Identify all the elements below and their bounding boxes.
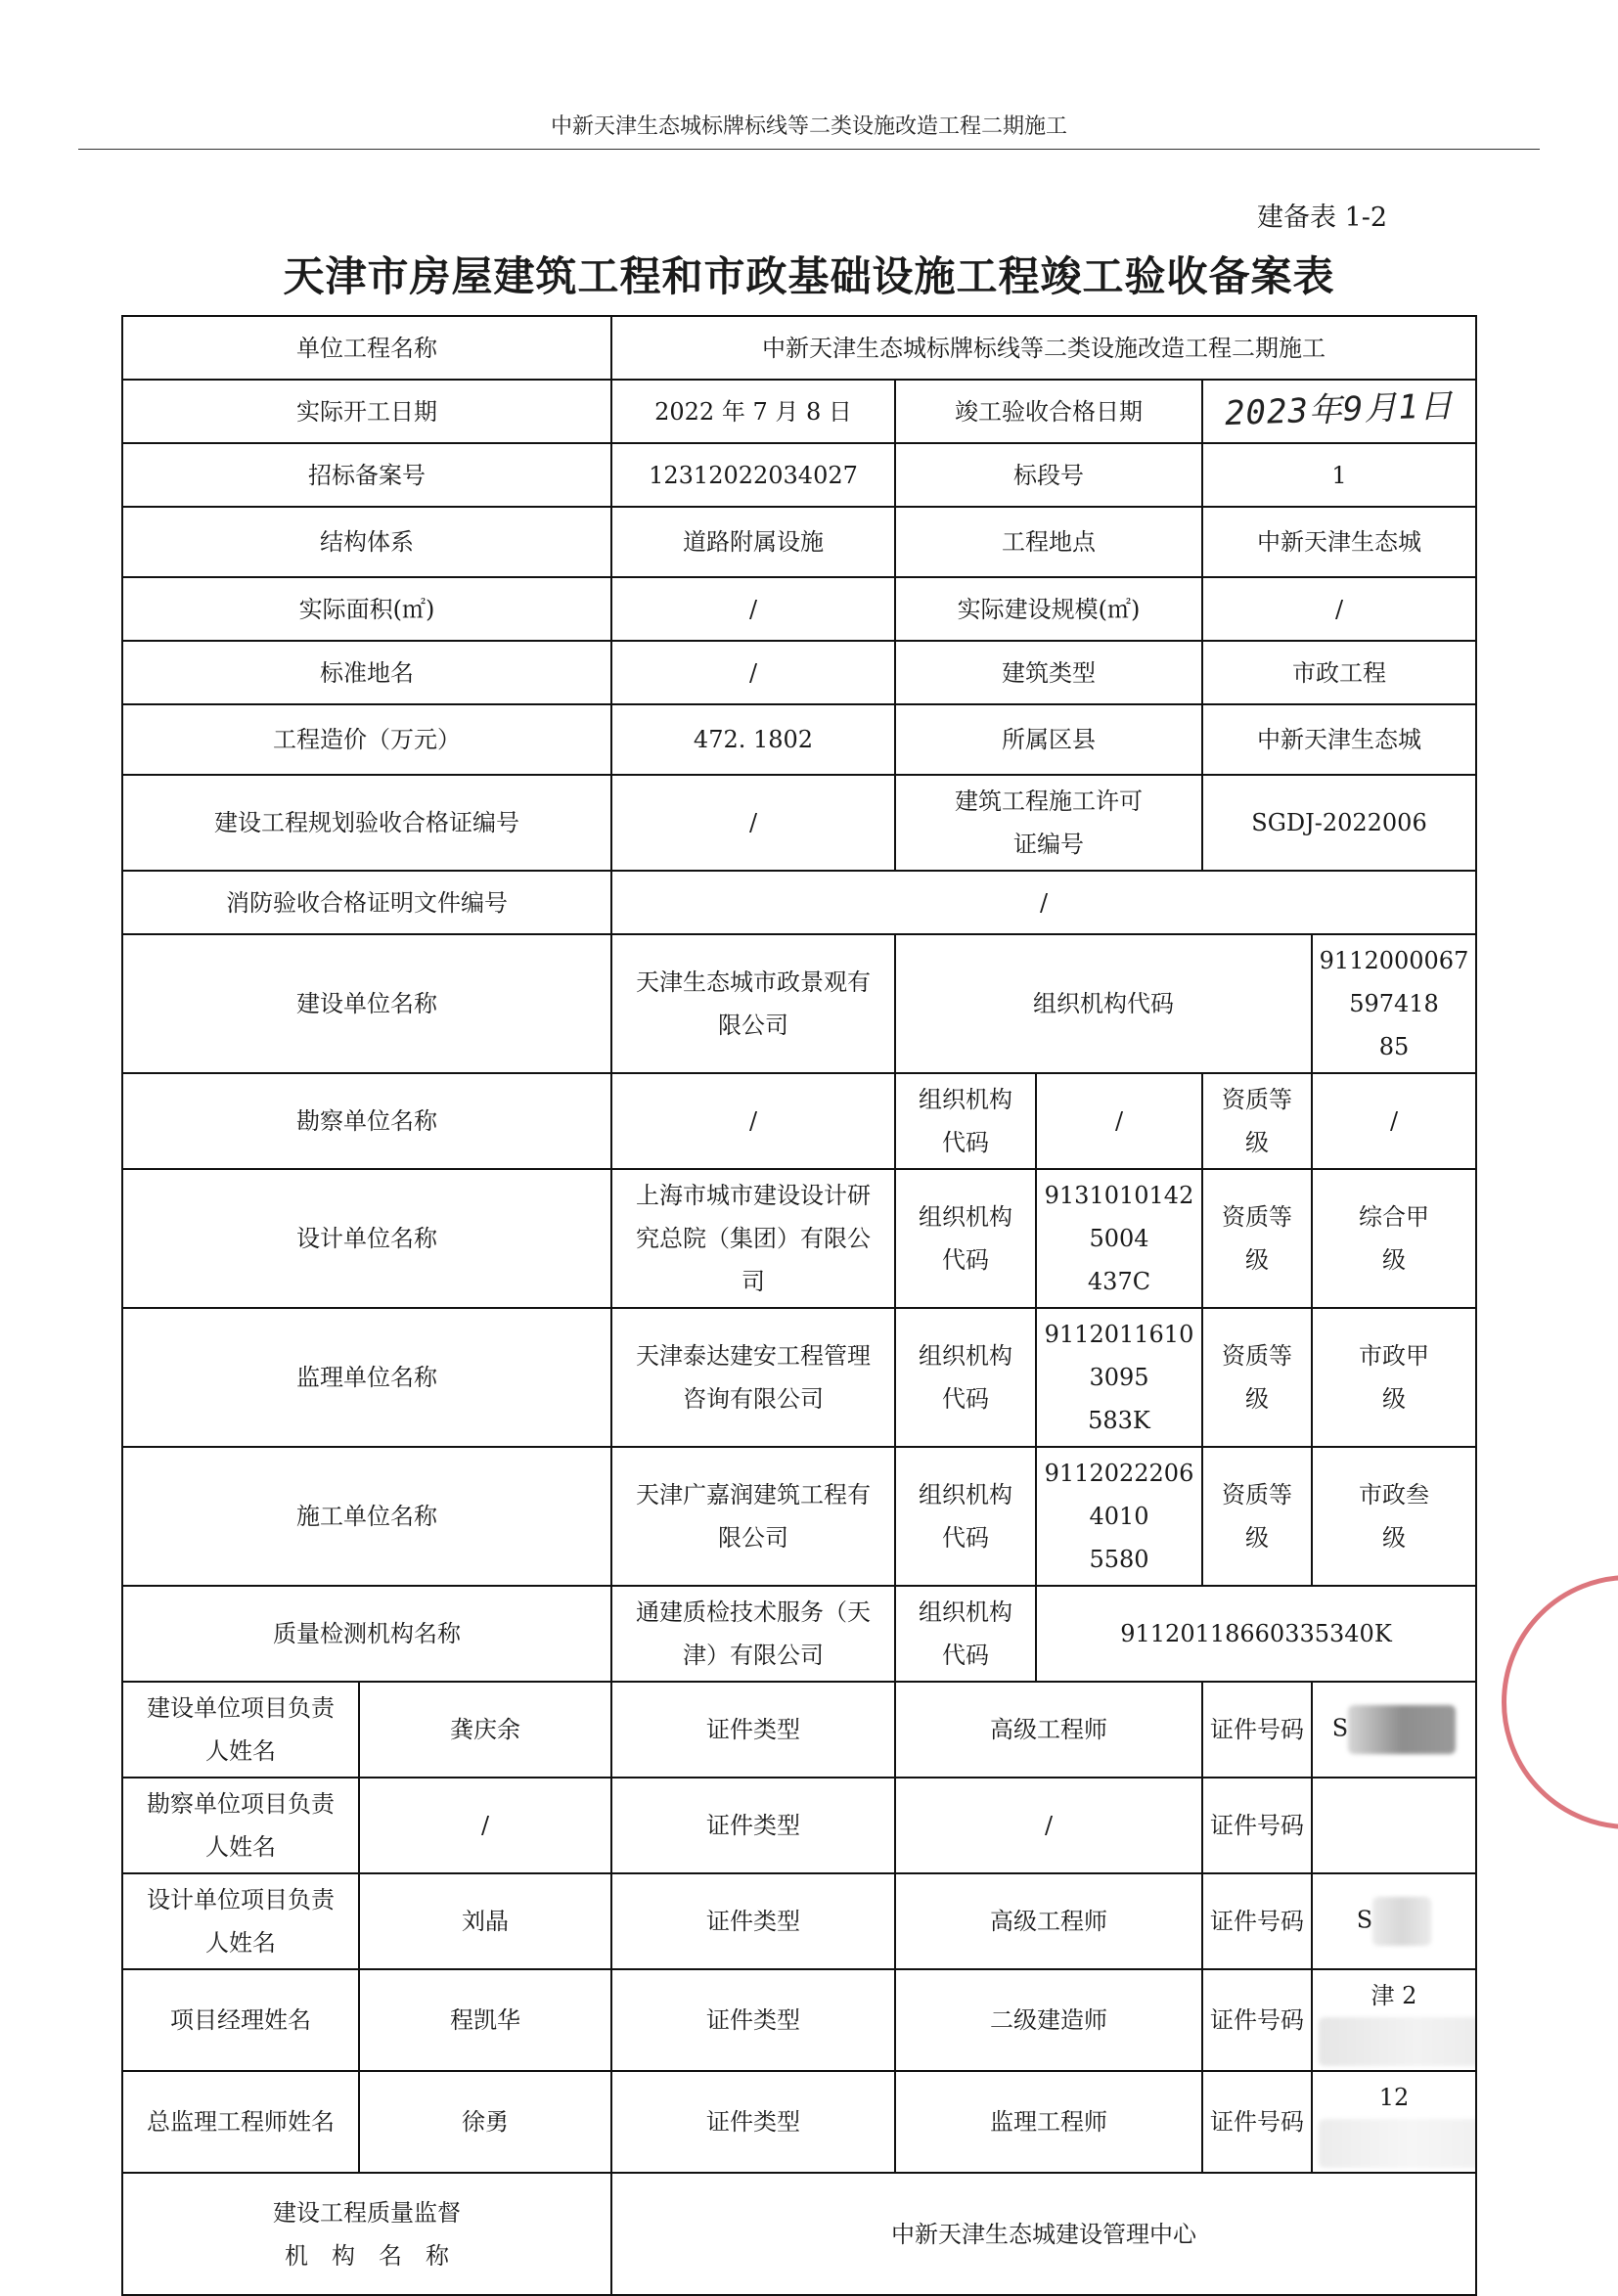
value-acceptance-date (1202, 380, 1476, 443)
label-cert-no: 证件号码 (1202, 2071, 1312, 2173)
row-chief-supervisor (122, 2071, 1476, 2173)
contractor-name-line2: 限公司 (718, 1524, 788, 1552)
value-project-manager-cert-no (1312, 1969, 1476, 2071)
filing-form-table (121, 315, 1477, 2296)
design-code-label-line2: 代码 (942, 1246, 989, 1274)
label-permit-line1: 建筑工程施工许可 (955, 788, 1143, 815)
testing-name-line1: 通建质检技术服务（天 (636, 1598, 871, 1626)
label-location: 工程地点 (895, 507, 1202, 577)
label-tender-no: 招标备案号 (122, 443, 611, 507)
label-scale: 实际建设规模(㎡) (895, 577, 1202, 641)
value-contractor-code (1036, 1447, 1202, 1586)
label-project-manager: 项目经理姓名 (122, 1969, 359, 2071)
person-builder-label-line1: 建设单位项目负责 (147, 1694, 335, 1722)
value-survey-name: / (611, 1073, 895, 1169)
builder-name-line1: 天津生态城市政景观有 (636, 968, 871, 996)
design-name-line2: 究总院（集团）有限公 (636, 1225, 871, 1252)
row-testing (122, 1586, 1476, 1682)
design-qual-label-line1: 资质等 (1222, 1203, 1292, 1231)
value-survey-code: / (1036, 1073, 1202, 1169)
person-builder-label-line2: 人姓名 (205, 1737, 276, 1765)
label-cost: 工程造价（万元） (122, 704, 611, 775)
row-contractor (122, 1447, 1476, 1586)
person-survey-label-line2: 人姓名 (205, 1833, 276, 1861)
red-seal-stamp (1502, 1575, 1618, 1829)
value-planning-cert: / (611, 775, 895, 871)
value-scale: / (1202, 577, 1476, 641)
label-survey: 勘察单位名称 (122, 1073, 611, 1169)
contractor-code-label-line1: 组织机构 (919, 1481, 1012, 1508)
row-design (122, 1169, 1476, 1308)
value-person-builder-name: 龚庆余 (359, 1682, 611, 1778)
value-building-type: 市政工程 (1202, 641, 1476, 704)
contractor-qual-line1: 市政叁 (1359, 1481, 1429, 1508)
row-dates (122, 380, 1476, 443)
label-design: 设计单位名称 (122, 1169, 611, 1308)
value-chief-supervisor-cert-type: 监理工程师 (895, 2071, 1202, 2173)
contractor-qual-label-line1: 资质等 (1222, 1481, 1292, 1508)
label-person-builder (122, 1682, 359, 1778)
label-builder: 建设单位名称 (122, 934, 611, 1073)
value-testing-code: 91120118660335340K (1036, 1586, 1476, 1682)
value-quality-agency: 中新天津生态城建设管理中心 (611, 2173, 1476, 2295)
value-chief-supervisor-cert-no (1312, 2071, 1476, 2173)
survey-code-label-line1: 组织机构 (919, 1086, 1012, 1113)
label-quality-agency (122, 2173, 611, 2295)
contractor-name-line1: 天津广嘉润建筑工程有 (636, 1481, 871, 1508)
row-person-builder (122, 1682, 1476, 1778)
label-cert-no: 证件号码 (1202, 1778, 1312, 1873)
supervisor-qual-line2: 级 (1382, 1385, 1406, 1413)
value-permit: SGDJ-2022006 (1202, 775, 1476, 871)
value-start-date: 2022 年 7 月 8 日 (611, 380, 895, 443)
contractor-qual-line2: 级 (1382, 1524, 1406, 1552)
row-cost (122, 704, 1476, 775)
row-person-survey (122, 1778, 1476, 1873)
design-qual-label-line2: 级 (1245, 1246, 1269, 1274)
value-person-builder-cert-no (1312, 1682, 1476, 1778)
contractor-code-label-line2: 代码 (942, 1524, 989, 1552)
label-permit (895, 775, 1202, 871)
label-contractor-qual (1202, 1447, 1312, 1586)
value-design-name (611, 1169, 895, 1308)
contractor-code-line1: 91120222064010 (1044, 1460, 1194, 1530)
row-project-manager (122, 1969, 1476, 2071)
value-supervisor-qual (1312, 1308, 1476, 1447)
supervisor-qual-label-line2: 级 (1245, 1385, 1269, 1413)
label-testing: 质量检测机构名称 (122, 1586, 611, 1682)
label-fire-cert: 消防验收合格证明文件编号 (122, 871, 611, 934)
label-cert-type: 证件类型 (611, 1778, 895, 1873)
row-person-design (122, 1873, 1476, 1969)
row-quality-agency (122, 2173, 1476, 2295)
supervisor-code-line2: 583K (1088, 1407, 1150, 1434)
label-cert-type: 证件类型 (611, 1682, 895, 1778)
design-name-line3: 司 (742, 1268, 765, 1295)
label-builder-code: 组织机构代码 (895, 934, 1312, 1073)
design-code-line1: 91310101425004 (1044, 1182, 1194, 1252)
value-project-manager-name: 程凯华 (359, 1969, 611, 2071)
builder-name-line2: 限公司 (718, 1012, 788, 1039)
value-person-survey-cert-type: / (895, 1778, 1202, 1873)
value-person-design-cert-no (1312, 1873, 1476, 1969)
survey-qual-label-line1: 资质等 (1222, 1086, 1292, 1113)
value-project-manager-cert-type: 二级建造师 (895, 1969, 1202, 2071)
label-acceptance-date: 竣工验收合格日期 (895, 380, 1202, 443)
row-fire-cert (122, 871, 1476, 934)
row-unit-project (122, 316, 1476, 380)
label-supervisor-code (895, 1308, 1036, 1447)
handwritten-date: 2023年9月1日 (1224, 385, 1455, 434)
row-structure (122, 507, 1476, 577)
design-qual-line1: 综合甲 (1359, 1203, 1429, 1231)
label-cert-type: 证件类型 (611, 1969, 895, 2071)
value-person-design-cert-type: 高级工程师 (895, 1873, 1202, 1969)
form-number: 建备表 1-2 (1257, 203, 1388, 233)
builder-code-line1: 9112000067597418 (1319, 947, 1469, 1017)
document-header: 中新天津生态城标牌标线等二类设施改造工程二期施工 (550, 114, 1067, 139)
value-person-survey-cert-no (1312, 1778, 1476, 1873)
value-unit-project: 中新天津生态城标牌标线等二类设施改造工程二期施工 (611, 316, 1476, 380)
row-survey (122, 1073, 1476, 1169)
label-chief-supervisor: 总监理工程师姓名 (122, 2071, 359, 2173)
form-title: 天津市房屋建筑工程和市政基础设施工程竣工验收备案表 (283, 252, 1335, 300)
quality-agency-label-line1: 建设工程质量监督 (273, 2198, 461, 2227)
label-place-name: 标准地名 (122, 641, 611, 704)
value-chief-supervisor-name: 徐勇 (359, 2071, 611, 2173)
value-section-no: 1 (1202, 443, 1476, 507)
value-tender-no: 12312022034027 (611, 443, 895, 507)
label-cert-no: 证件号码 (1202, 1873, 1312, 1969)
label-supervisor-qual (1202, 1308, 1312, 1447)
label-start-date: 实际开工日期 (122, 380, 611, 443)
person-design-label-line1: 设计单位项目负责 (147, 1886, 335, 1913)
cert-no-text: 12 (1378, 2084, 1410, 2111)
row-place-name (122, 641, 1476, 704)
design-code-line2: 437C (1087, 1268, 1151, 1295)
supervisor-code-line1: 91120116103095 (1044, 1321, 1194, 1391)
value-fire-cert: / (611, 871, 1476, 934)
label-section-no: 标段号 (895, 443, 1202, 507)
label-building-type: 建筑类型 (895, 641, 1202, 704)
supervisor-name-line1: 天津泰达建安工程管理 (636, 1342, 871, 1370)
supervisor-qual-line1: 市政甲 (1359, 1342, 1429, 1370)
row-supervisor (122, 1308, 1476, 1447)
label-permit-line2: 证编号 (1013, 831, 1084, 858)
testing-code-label-line2: 代码 (942, 1642, 989, 1669)
contractor-qual-label-line2: 级 (1245, 1524, 1269, 1552)
label-area: 实际面积(㎡) (122, 577, 611, 641)
value-person-design-name: 刘晶 (359, 1873, 611, 1969)
value-place-name: / (611, 641, 895, 704)
value-builder-name (611, 934, 895, 1073)
value-structure: 道路附属设施 (611, 507, 895, 577)
person-survey-label-line1: 勘察单位项目负责 (147, 1790, 335, 1818)
label-contractor-code (895, 1447, 1036, 1586)
row-planning-permit (122, 775, 1476, 871)
value-person-builder-cert-type: 高级工程师 (895, 1682, 1202, 1778)
contractor-code-line2: 5580 (1089, 1546, 1149, 1573)
cert-no-text: S (1356, 1906, 1373, 1934)
testing-code-label-line1: 组织机构 (919, 1598, 1012, 1626)
design-qual-line2: 级 (1382, 1246, 1406, 1274)
row-builder (122, 934, 1476, 1073)
header-rule (78, 149, 1540, 150)
survey-code-label-line2: 代码 (942, 1129, 989, 1156)
label-contractor: 施工单位名称 (122, 1447, 611, 1586)
testing-name-line2: 津）有限公司 (683, 1642, 824, 1669)
label-survey-code (895, 1073, 1036, 1169)
supervisor-qual-label-line1: 资质等 (1222, 1342, 1292, 1370)
label-structure: 结构体系 (122, 507, 611, 577)
label-person-design (122, 1873, 359, 1969)
supervisor-code-label-line1: 组织机构 (919, 1342, 1012, 1370)
label-planning-cert: 建设工程规划验收合格证编号 (122, 775, 611, 871)
label-cert-type: 证件类型 (611, 2071, 895, 2173)
cert-no-text: S (1331, 1714, 1349, 1742)
value-builder-code (1312, 934, 1476, 1073)
value-supervisor-code (1036, 1308, 1202, 1447)
label-design-qual (1202, 1169, 1312, 1308)
value-design-qual (1312, 1169, 1476, 1308)
redaction-blur (1319, 2017, 1476, 2066)
value-district: 中新天津生态城 (1202, 704, 1476, 775)
cert-no-text: 津 2 (1371, 1982, 1417, 2009)
label-unit-project: 单位工程名称 (122, 316, 611, 380)
value-contractor-name (611, 1447, 895, 1586)
label-cert-no: 证件号码 (1202, 1969, 1312, 2071)
label-person-survey (122, 1778, 359, 1873)
survey-qual-label-line2: 级 (1245, 1129, 1269, 1156)
value-testing-name (611, 1586, 895, 1682)
value-contractor-qual (1312, 1447, 1476, 1586)
value-supervisor-name (611, 1308, 895, 1447)
value-survey-qual: / (1312, 1073, 1476, 1169)
value-cost: 472. 1802 (611, 704, 895, 775)
value-location: 中新天津生态城 (1202, 507, 1476, 577)
label-testing-code (895, 1586, 1036, 1682)
quality-agency-label-line2: 机 构 名 称 (285, 2241, 449, 2270)
redaction-blur (1348, 1705, 1456, 1754)
value-design-code (1036, 1169, 1202, 1308)
value-area: / (611, 577, 895, 641)
supervisor-name-line2: 咨询有限公司 (683, 1385, 824, 1413)
person-design-label-line2: 人姓名 (205, 1929, 276, 1957)
label-cert-no: 证件号码 (1202, 1682, 1312, 1778)
label-design-code (895, 1169, 1036, 1308)
design-code-label-line1: 组织机构 (919, 1203, 1012, 1231)
value-person-survey-name: / (359, 1778, 611, 1873)
label-cert-type: 证件类型 (611, 1873, 895, 1969)
supervisor-code-label-line2: 代码 (942, 1385, 989, 1413)
row-area (122, 577, 1476, 641)
label-district: 所属区县 (895, 704, 1202, 775)
row-tender (122, 443, 1476, 507)
redaction-blur (1319, 2119, 1476, 2168)
redaction-blur (1372, 1897, 1431, 1946)
label-survey-qual (1202, 1073, 1312, 1169)
builder-code-line2: 85 (1378, 1033, 1410, 1060)
design-name-line1: 上海市城市建设设计研 (636, 1182, 871, 1209)
label-supervisor: 监理单位名称 (122, 1308, 611, 1447)
